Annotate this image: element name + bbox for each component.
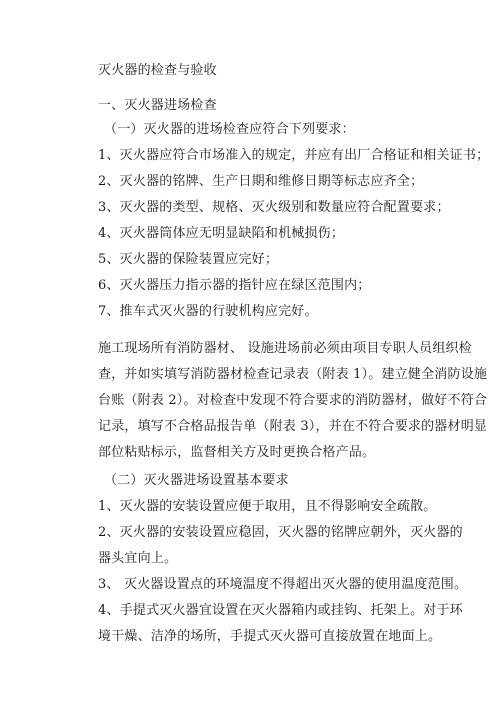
paragraph-line: 施工现场所有消防器材、 设施进场前必须由项目专职人员组织检 <box>98 341 472 356</box>
paragraph-line: 记录，填写不合格品报告单（附表 3），并在不符合要求的器材明显 <box>98 419 488 434</box>
list-item-continuation: 器头宜向上。 <box>98 551 178 566</box>
section-heading-1: 一、灭火器进场检查 <box>98 98 217 113</box>
list-item: 6、灭火器压力指示器的指针应在绿区范围内； <box>98 278 371 293</box>
list-item: 7、推车式灭火器的行驶机构应完好。 <box>98 304 318 319</box>
list-item: 4、手提式灭火器宜设置在灭火器箱内或挂钩、托架上。对于环 <box>98 603 463 618</box>
list-item: 1、灭火器应符合市场准入的规定，并应有出厂合格证和相关证书； <box>98 148 490 163</box>
paragraph-line: 部位粘贴标示，监督相关方及时更换合格产品。 <box>98 445 376 460</box>
list-item: 3、 灭火器设置点的环境温度不得超出灭火器的使用温度范围。 <box>98 577 468 592</box>
list-item: 2、灭火器的安装设置应稳固，灭火器的铭牌应朝外，灭火器的 <box>98 525 463 540</box>
paragraph-line: 台账（附表 2）。对检查中发现不符合要求的消防器材，做好不符合 <box>98 393 488 408</box>
subsection-heading-2: （二）灭火器进场设置基本要求 <box>104 473 289 488</box>
list-item-continuation: 境干燥、洁净的场所，手提式灭火器可直接放置在地面上。 <box>98 629 442 644</box>
document-title: 灭火器的检查与验收 <box>98 63 217 78</box>
list-item: 5、灭火器的保险装置应完好； <box>98 252 279 267</box>
list-item: 2、灭火器的铭牌、生产日期和维修日期等标志应齐全； <box>98 174 424 189</box>
list-item: 1、灭火器的安装设置应便于取用，且不得影响安全疏散。 <box>98 499 437 514</box>
list-item: 3、灭火器的类型、规格、灭火级别和数量应符合配置要求； <box>98 200 450 215</box>
subsection-heading-1: （一）灭火器的进场检查应符合下列要求： <box>104 122 355 137</box>
paragraph-line: 查，并如实填写消防器材检查记录表（附表 1）。建立健全消防设施 <box>98 367 488 382</box>
list-item: 4、灭火器筒体应无明显缺陷和机械损伤； <box>98 226 345 241</box>
